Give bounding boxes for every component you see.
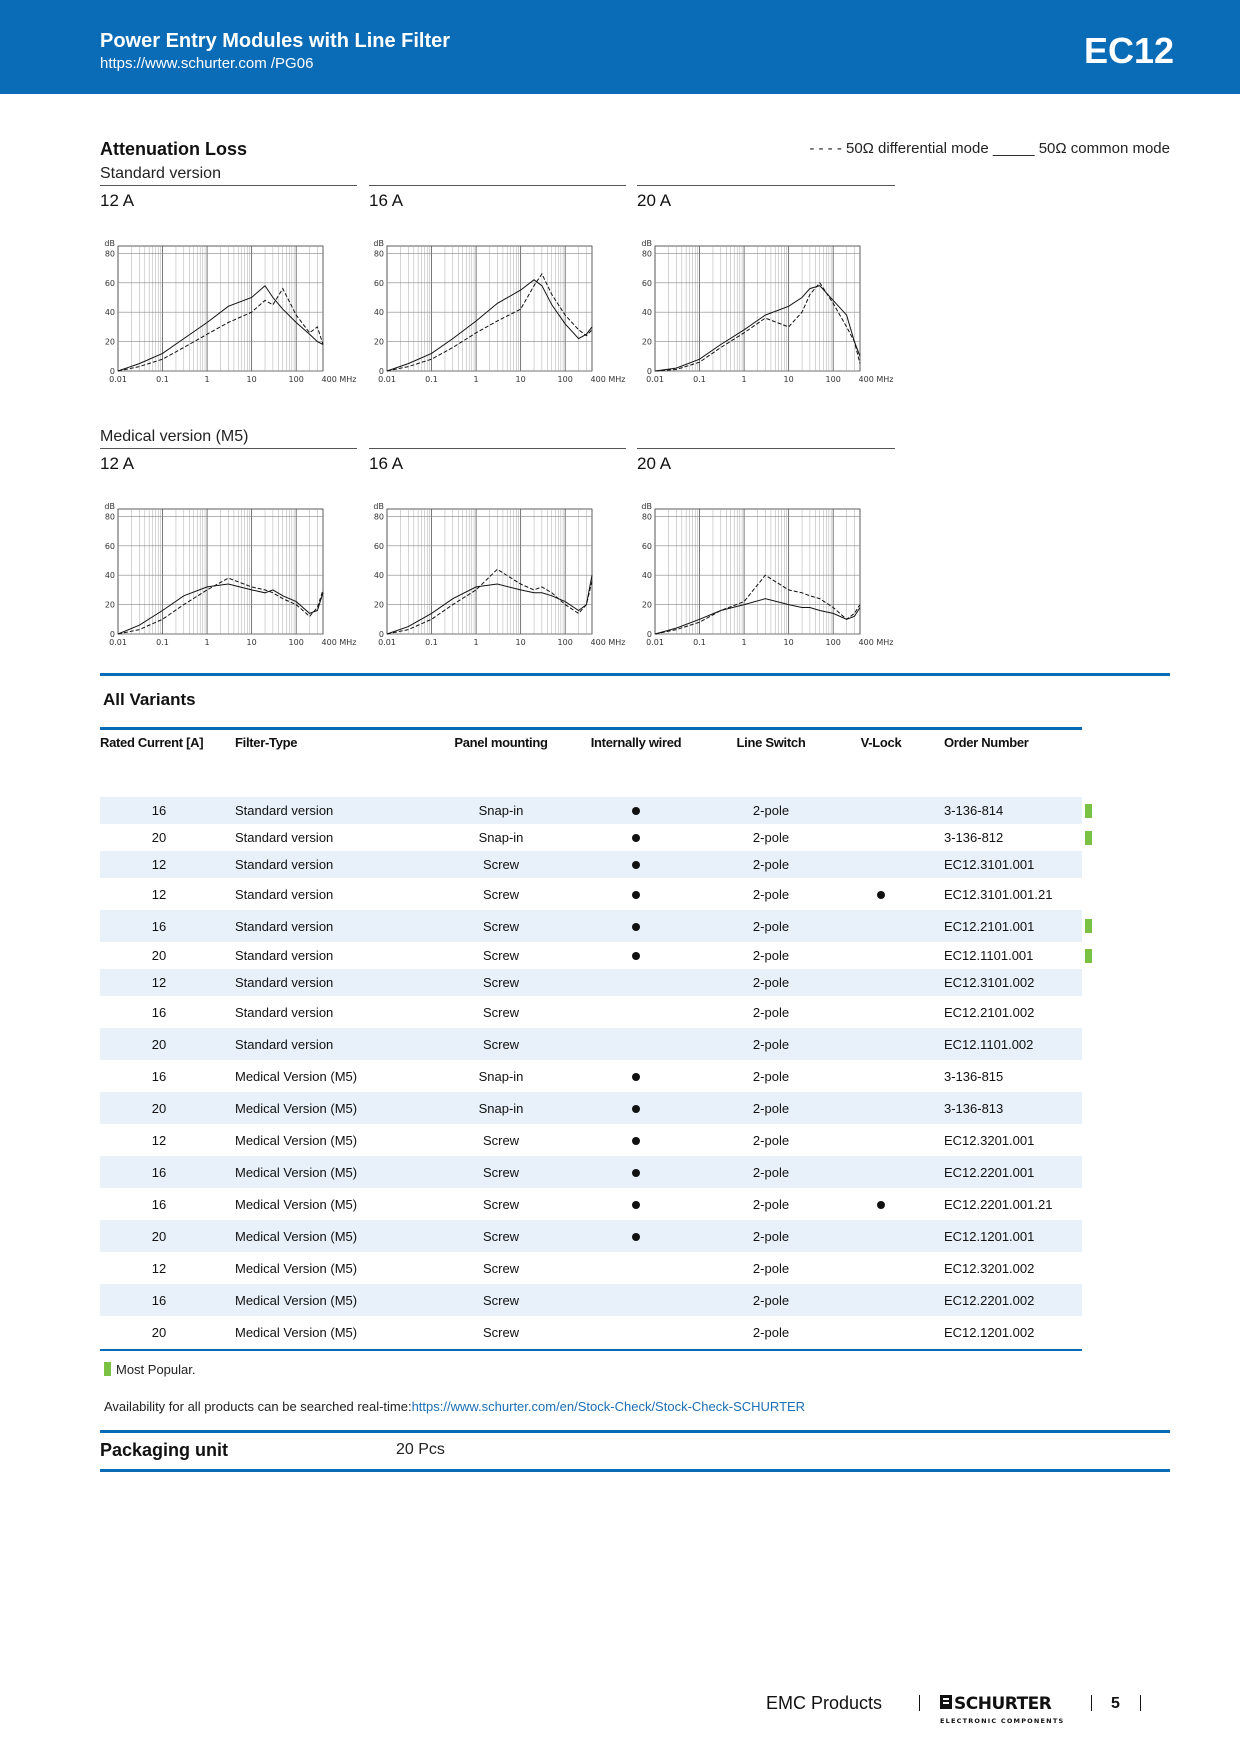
cell-line-switch: 2-pole — [701, 1220, 841, 1252]
cell-filter-type: Standard version — [235, 886, 334, 902]
y-tick-label: 80 — [104, 249, 115, 259]
y-tick-label: 20 — [104, 600, 115, 610]
bullet-icon — [632, 834, 640, 842]
cell-internally-wired — [571, 1284, 701, 1316]
cell-internally-wired — [571, 878, 701, 910]
current-label-20a: 20 A — [637, 454, 672, 473]
divider — [100, 448, 357, 449]
x-tick-label: 400 MHz — [590, 375, 626, 384]
cell-rated-current: 12 — [151, 1260, 167, 1276]
bullet-icon — [877, 891, 885, 899]
cell-order-number: EC12.2201.002 — [921, 1284, 1082, 1316]
table-row — [100, 1028, 1082, 1060]
cell-order-number: EC12.1201.001 — [921, 1220, 1082, 1252]
x-tick-label: 1 — [741, 638, 747, 647]
cell-rated-current: 16 — [100, 910, 218, 942]
cell-filter-type: Standard version — [218, 969, 431, 996]
x-tick-label: 1 — [204, 375, 210, 384]
y-tick-label: 60 — [104, 541, 115, 551]
cell-order-number: EC12.1101.001 — [944, 948, 1034, 963]
y-tick-label: 40 — [373, 571, 384, 581]
cell-order-number: EC12.1101.002 — [921, 1028, 1082, 1060]
table-row — [100, 1220, 1082, 1252]
cell-internally-wired — [571, 1252, 701, 1284]
cell-panel-mounting: Screw — [431, 969, 571, 996]
cell-v-lock — [841, 1188, 921, 1220]
y-tick-label: 0 — [378, 367, 384, 376]
cell-filter-type: Medical Version (M5) — [218, 1284, 431, 1316]
cell-panel-mounting: Snap-in — [478, 830, 524, 845]
cell-filter-type: Medical Version (M5) — [235, 1132, 358, 1148]
chart-medical-20a — [635, 501, 894, 661]
chart-medical-16a — [367, 501, 626, 661]
cell-v-lock — [841, 942, 921, 969]
y-tick-label: 40 — [641, 308, 652, 318]
cell-line-switch: 2-pole — [752, 830, 790, 845]
cell-rated-current: 12 — [151, 886, 167, 902]
y-tick-label: 20 — [641, 600, 652, 610]
cell-v-lock — [841, 1092, 921, 1124]
y-tick-label: 20 — [373, 337, 384, 347]
packaging-value: 20 Pcs — [396, 1441, 445, 1458]
table-row — [100, 878, 1082, 910]
col-filter-type: Filter-Type — [235, 734, 298, 750]
y-tick-label: 0 — [646, 630, 652, 639]
x-tick-label: 0.01 — [109, 638, 127, 647]
table-row — [100, 996, 1082, 1028]
cell-rated-current: 16 — [151, 1004, 167, 1020]
chart-standard-16a — [367, 238, 626, 398]
bullet-icon — [632, 1201, 640, 1209]
y-tick-label: 60 — [104, 278, 115, 288]
cell-panel-mounting: Screw — [431, 910, 571, 942]
x-tick-label: 400 MHz — [321, 638, 357, 647]
table-row — [100, 1060, 1082, 1092]
cell-line-switch: 2-pole — [701, 851, 841, 878]
cell-filter-type: Medical Version (M5) — [218, 1220, 431, 1252]
y-tick-label: 20 — [104, 337, 115, 347]
current-label-12a: 12 A — [100, 191, 135, 210]
x-tick-label: 0.01 — [378, 638, 396, 647]
cell-panel-mounting: Screw — [482, 1132, 520, 1148]
y-tick-label: 60 — [373, 278, 384, 288]
cell-panel-mounting: Screw — [482, 1324, 520, 1340]
bullet-icon — [632, 1233, 640, 1241]
cell-line-switch: 2-pole — [752, 1196, 790, 1212]
cell-panel-mounting: Snap-in — [431, 797, 571, 824]
cell-internally-wired — [571, 1316, 701, 1348]
col-internally-wired: Internally wired — [590, 734, 682, 750]
cell-filter-type: Standard version — [235, 830, 334, 845]
chart-legend: - - - - 50Ω differential mode _____ 50Ω common mode — [809, 140, 1170, 157]
cell-line-switch: 2-pole — [752, 1260, 790, 1276]
standard-version-label: Standard version — [100, 165, 221, 182]
availability-text: Availability for all products can be searched real-time: — [104, 1399, 412, 1414]
cell-line-switch: 2-pole — [701, 969, 841, 996]
cell-internally-wired — [571, 1220, 701, 1252]
cell-filter-type: Standard version — [235, 948, 334, 963]
y-tick-label: 60 — [641, 278, 652, 288]
cell-line-switch: 2-pole — [701, 797, 841, 824]
bullet-icon — [632, 1073, 640, 1081]
cell-order-number: EC12.2201.001 — [921, 1156, 1082, 1188]
cell-rated-current: 20 — [100, 1220, 218, 1252]
divider — [369, 185, 626, 186]
table-bottom-rule — [100, 1349, 1082, 1351]
current-label-12a: 12 A — [100, 454, 135, 473]
cell-order-number: 3-136-815 — [944, 1068, 1004, 1084]
availability-note — [104, 1399, 805, 1414]
bullet-icon — [632, 861, 640, 869]
divider — [637, 185, 895, 186]
table-row — [100, 824, 1082, 851]
col-order-number: Order Number — [944, 734, 1029, 750]
cell-line-switch: 2-pole — [752, 948, 790, 963]
cell-rated-current: 20 — [151, 830, 167, 845]
cell-v-lock — [841, 1060, 921, 1092]
x-tick-label: 400 MHz — [858, 638, 894, 647]
most-popular-marker — [1085, 831, 1092, 845]
x-tick-label: 100 — [288, 638, 304, 647]
logo-brand: SCHURTER — [954, 1694, 1052, 1714]
x-tick-label: 100 — [288, 375, 304, 384]
cell-panel-mounting: Screw — [482, 1196, 520, 1212]
x-tick-label: 10 — [515, 375, 526, 384]
cell-internally-wired — [571, 1156, 701, 1188]
table-row — [100, 797, 1082, 824]
bullet-icon — [877, 1201, 885, 1209]
y-tick-label: 40 — [641, 571, 652, 581]
page-header — [0, 0, 1240, 94]
table-row — [100, 1284, 1082, 1316]
x-tick-label: 0.01 — [646, 375, 664, 384]
cell-v-lock — [841, 851, 921, 878]
cell-internally-wired — [571, 942, 701, 969]
cell-order-number: EC12.3201.001 — [944, 1132, 1035, 1148]
cell-line-switch: 2-pole — [752, 1004, 790, 1020]
table-row — [100, 1156, 1082, 1188]
x-tick-label: 0.1 — [156, 375, 169, 384]
cell-v-lock — [841, 1252, 921, 1284]
x-tick-label: 0.1 — [693, 375, 706, 384]
cell-internally-wired — [571, 1092, 701, 1124]
cell-order-number: 3-136-812 — [944, 830, 1004, 845]
y-unit-label: dB — [104, 502, 115, 511]
cell-rated-current: 20 — [151, 948, 167, 963]
x-tick-label: 100 — [825, 638, 841, 647]
cell-rated-current: 16 — [100, 1284, 218, 1316]
variants-table — [100, 727, 1082, 1348]
cell-filter-type: Standard version — [218, 910, 431, 942]
cell-filter-type: Medical Version (M5) — [235, 1196, 358, 1212]
y-unit-label: dB — [641, 502, 652, 511]
cell-line-switch: 2-pole — [752, 1132, 790, 1148]
bullet-icon — [632, 1137, 640, 1145]
header-url[interactable]: https://www.schurter.com /PG06 — [100, 55, 314, 72]
section-divider — [100, 1430, 1170, 1433]
table-row — [100, 910, 1082, 942]
table-row — [100, 851, 1082, 878]
current-label-16a: 16 A — [369, 191, 404, 210]
cell-v-lock — [841, 1156, 921, 1188]
cell-v-lock — [841, 969, 921, 996]
table-row — [100, 1316, 1082, 1348]
cell-rated-current: 12 — [100, 851, 218, 878]
x-tick-label: 10 — [246, 375, 257, 384]
cell-order-number: EC12.3101.002 — [921, 969, 1082, 996]
cell-panel-mounting: Screw — [431, 851, 571, 878]
x-tick-label: 0.01 — [378, 375, 396, 384]
divider — [637, 448, 895, 449]
cell-v-lock — [841, 1124, 921, 1156]
cell-order-number: EC12.3101.001 — [921, 851, 1082, 878]
x-tick-label: 0.1 — [156, 638, 169, 647]
footer-separator — [1091, 1695, 1092, 1711]
cell-filter-type: Standard version — [218, 851, 431, 878]
divider — [369, 448, 626, 449]
current-label-20a: 20 A — [637, 191, 672, 210]
cell-internally-wired — [571, 824, 701, 851]
schurter-logo — [938, 1692, 1070, 1728]
most-popular-note: Most Popular. — [116, 1362, 196, 1377]
table-header-row — [100, 727, 1082, 757]
cell-filter-type: Medical Version (M5) — [218, 1156, 431, 1188]
cell-order-number: EC12.2101.002 — [944, 1004, 1035, 1020]
packaging-label: Packaging unit — [100, 1440, 229, 1460]
cell-line-switch: 2-pole — [701, 1092, 841, 1124]
y-tick-label: 0 — [109, 630, 115, 639]
bullet-icon — [632, 807, 640, 815]
x-tick-label: 10 — [515, 638, 526, 647]
bullet-icon — [632, 1169, 640, 1177]
y-tick-label: 40 — [104, 571, 115, 581]
x-tick-label: 10 — [246, 638, 257, 647]
x-tick-label: 400 MHz — [321, 375, 357, 384]
x-tick-label: 100 — [557, 375, 573, 384]
col-line-switch: Line Switch — [736, 734, 806, 750]
divider — [100, 185, 357, 186]
table-row — [100, 1092, 1082, 1124]
bullet-icon — [632, 891, 640, 899]
cell-order-number: 3-136-813 — [921, 1092, 1082, 1124]
most-popular-marker — [1085, 949, 1092, 963]
cell-v-lock — [841, 878, 921, 910]
cell-panel-mounting: Screw — [431, 1028, 571, 1060]
y-unit-label: dB — [104, 239, 115, 248]
x-tick-label: 0.1 — [425, 375, 438, 384]
y-tick-label: 80 — [373, 512, 384, 522]
table-row — [100, 969, 1082, 996]
cell-panel-mounting: Screw — [431, 1284, 571, 1316]
header-title: Power Entry Modules with Line Filter — [100, 30, 451, 52]
cell-internally-wired — [571, 1124, 701, 1156]
most-popular-marker — [1085, 919, 1092, 933]
cell-v-lock — [841, 1028, 921, 1060]
x-tick-label: 0.01 — [109, 375, 127, 384]
x-tick-label: 10 — [783, 638, 794, 647]
cell-order-number: EC12.3101.001.21 — [944, 886, 1053, 902]
table-row — [100, 1252, 1082, 1284]
cell-order-number: EC12.2201.001.21 — [944, 1196, 1053, 1212]
cell-filter-type: Standard version — [235, 1004, 334, 1020]
x-tick-label: 100 — [557, 638, 573, 647]
cell-v-lock — [841, 1220, 921, 1252]
cell-internally-wired — [571, 996, 701, 1028]
cell-filter-type: Medical Version (M5) — [235, 1324, 358, 1340]
y-tick-label: 60 — [641, 541, 652, 551]
x-tick-label: 400 MHz — [590, 638, 626, 647]
section-divider — [100, 673, 1170, 676]
col-v-lock: V-Lock — [860, 734, 902, 750]
cell-v-lock — [841, 1316, 921, 1348]
cell-v-lock — [841, 797, 921, 824]
cell-panel-mounting: Screw — [482, 1004, 520, 1020]
product-code: EC12 — [1083, 30, 1174, 71]
cell-panel-mounting: Snap-in — [431, 1092, 571, 1124]
cell-filter-type: Medical Version (M5) — [218, 1092, 431, 1124]
cell-line-switch: 2-pole — [752, 1324, 790, 1340]
y-tick-label: 60 — [373, 541, 384, 551]
x-tick-label: 400 MHz — [858, 375, 894, 384]
cell-internally-wired — [571, 851, 701, 878]
cell-rated-current: 20 — [151, 1324, 167, 1340]
section-divider — [100, 1469, 1170, 1472]
cell-v-lock — [841, 1284, 921, 1316]
chart-standard-12a — [98, 238, 357, 398]
cell-rated-current: 12 — [100, 969, 218, 996]
chart-medical-12a — [98, 501, 357, 661]
cell-internally-wired — [571, 1060, 701, 1092]
y-unit-label: dB — [373, 502, 384, 511]
cell-rated-current: 16 — [151, 1068, 167, 1084]
bullet-icon — [632, 1105, 640, 1113]
cell-line-switch: 2-pole — [752, 886, 790, 902]
cell-internally-wired — [571, 969, 701, 996]
cell-filter-type: Standard version — [218, 1028, 431, 1060]
cell-order-number: EC12.3201.002 — [944, 1260, 1035, 1276]
y-tick-label: 0 — [378, 630, 384, 639]
cell-rated-current: 16 — [151, 1196, 167, 1212]
cell-order-number: EC12.1201.002 — [944, 1324, 1035, 1340]
cell-line-switch: 2-pole — [701, 1284, 841, 1316]
table-row — [100, 1124, 1082, 1156]
x-tick-label: 0.1 — [693, 638, 706, 647]
cell-v-lock — [841, 824, 921, 851]
y-unit-label: dB — [373, 239, 384, 248]
cell-line-switch: 2-pole — [701, 1028, 841, 1060]
bullet-icon — [632, 952, 640, 960]
y-tick-label: 80 — [104, 512, 115, 522]
cell-internally-wired — [571, 910, 701, 942]
most-popular-marker — [1085, 804, 1092, 818]
current-label-16a: 16 A — [369, 454, 404, 473]
x-tick-label: 100 — [825, 375, 841, 384]
cell-internally-wired — [571, 1188, 701, 1220]
cell-v-lock — [841, 996, 921, 1028]
footer-separator — [1140, 1695, 1141, 1711]
chart-standard-20a — [635, 238, 894, 398]
cell-order-number: 3-136-814 — [921, 797, 1082, 824]
cell-filter-type: Standard version — [218, 797, 431, 824]
footer-section: EMC Products — [766, 1693, 883, 1713]
x-tick-label: 1 — [473, 638, 479, 647]
y-tick-label: 80 — [641, 249, 652, 259]
y-unit-label: dB — [641, 239, 652, 248]
y-tick-label: 0 — [109, 367, 115, 376]
y-tick-label: 40 — [104, 308, 115, 318]
x-tick-label: 1 — [741, 375, 747, 384]
cell-rated-current: 16 — [100, 1156, 218, 1188]
page-number: 5 — [1111, 1695, 1120, 1712]
cell-line-switch: 2-pole — [701, 910, 841, 942]
cell-rated-current: 20 — [100, 1028, 218, 1060]
cell-panel-mounting: Screw — [482, 886, 520, 902]
cell-internally-wired — [571, 1028, 701, 1060]
cell-panel-mounting: Screw — [482, 948, 520, 963]
cell-line-switch: 2-pole — [752, 1068, 790, 1084]
cell-line-switch: 2-pole — [701, 1156, 841, 1188]
logo-subtitle: ELECTRONIC COMPONENTS — [940, 1717, 1065, 1725]
variants-title: All Variants — [103, 690, 196, 709]
table-row — [100, 942, 1082, 969]
stock-check-link[interactable]: https://www.schurter.com/en/Stock-Check/Stock-Check-SCHURTER — [411, 1399, 806, 1414]
y-tick-label: 80 — [641, 512, 652, 522]
bullet-icon — [632, 923, 640, 931]
x-tick-label: 1 — [473, 375, 479, 384]
y-tick-label: 0 — [646, 367, 652, 376]
cell-panel-mounting: Snap-in — [478, 1068, 524, 1084]
cell-panel-mounting: Screw — [431, 1156, 571, 1188]
cell-internally-wired — [571, 797, 701, 824]
table-row — [100, 1188, 1082, 1220]
cell-rated-current: 12 — [151, 1132, 167, 1148]
y-tick-label: 20 — [373, 600, 384, 610]
col-rated-current: Rated Current [A] — [100, 734, 204, 750]
cell-rated-current: 16 — [100, 797, 218, 824]
cell-filter-type: Medical Version (M5) — [235, 1068, 358, 1084]
footer-separator — [919, 1695, 920, 1711]
x-tick-label: 1 — [204, 638, 210, 647]
most-popular-marker — [104, 1362, 111, 1376]
cell-panel-mounting: Screw — [431, 1220, 571, 1252]
cell-rated-current: 20 — [100, 1092, 218, 1124]
medical-version-label: Medical version (M5) — [100, 428, 249, 445]
y-tick-label: 40 — [373, 308, 384, 318]
x-tick-label: 10 — [783, 375, 794, 384]
y-tick-label: 80 — [373, 249, 384, 259]
y-tick-label: 20 — [641, 337, 652, 347]
cell-filter-type: Medical Version (M5) — [235, 1260, 358, 1276]
cell-panel-mounting: Screw — [482, 1260, 520, 1276]
x-tick-label: 0.1 — [425, 638, 438, 647]
attenuation-title: Attenuation Loss — [100, 139, 247, 159]
cell-v-lock — [841, 910, 921, 942]
col-panel-mounting: Panel mounting — [454, 734, 548, 750]
cell-order-number: EC12.2101.001 — [921, 910, 1082, 942]
x-tick-label: 0.01 — [646, 638, 664, 647]
